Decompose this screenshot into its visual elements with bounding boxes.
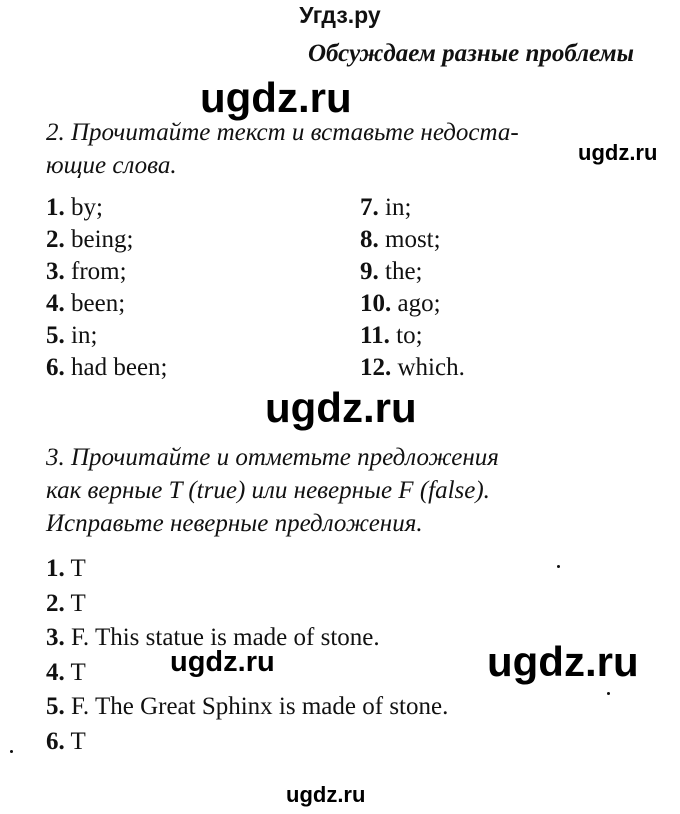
watermark-lower-right: ugdz.ru <box>487 638 639 685</box>
answer-text: by; <box>64 194 103 221</box>
answer-number: 3. <box>46 624 65 651</box>
watermark-middle: ugdz.ru <box>265 384 417 431</box>
answer-number: 11. <box>360 322 390 349</box>
answer-text: the; <box>378 258 423 285</box>
answer-number: 1. <box>46 194 65 221</box>
answer-text: to; <box>389 322 423 349</box>
answer-text: F. The Great Sphinx is made of stone. <box>64 693 449 720</box>
answer-number: 1. <box>46 555 65 582</box>
answer-text: T <box>64 555 86 582</box>
answer-item <box>46 320 167 352</box>
answer-text: T <box>64 727 86 755</box>
answer-item <box>46 690 448 725</box>
answer-number: 8. <box>360 226 379 253</box>
answer-text: T <box>64 658 86 686</box>
answer-item <box>46 725 448 760</box>
answer-number: 4. <box>46 658 65 686</box>
scan-speck <box>607 692 610 695</box>
answer-number: 7. <box>360 194 379 221</box>
answer-number: 4. <box>46 290 65 317</box>
task3-instruction-line1: 3. Прочитайте и отметьте предложения <box>46 444 499 471</box>
task2-instruction-line1: 2. Прочитайте текст и вставьте недоста- <box>46 119 519 146</box>
answer-item <box>46 288 167 320</box>
answer-item <box>360 320 465 352</box>
watermark-right-small: ugdz.ru <box>578 140 658 165</box>
watermark-lower-left: ugdz.ru <box>170 646 275 678</box>
answer-text: in; <box>64 322 98 349</box>
site-title: Угдз.ру <box>299 2 381 28</box>
answer-item <box>360 288 465 320</box>
answer-text: which. <box>391 354 465 381</box>
task3-instruction-line3: Исправьте неверные предложения. <box>46 510 423 537</box>
answer-number: 3. <box>46 258 65 285</box>
answer-text: being; <box>64 226 134 253</box>
scan-speck <box>10 750 13 753</box>
task2-answers-right <box>360 192 465 384</box>
answer-number: 6. <box>46 354 65 381</box>
task3-instruction <box>46 441 499 540</box>
watermark-bottom: ugdz.ru <box>286 782 366 807</box>
answer-item <box>360 224 465 256</box>
answer-item <box>360 256 465 288</box>
answer-item <box>46 552 448 587</box>
answer-item <box>46 224 167 256</box>
answer-item <box>46 256 167 288</box>
answer-number: 10. <box>360 290 392 317</box>
answer-number: 9. <box>360 258 379 285</box>
answer-number: 12. <box>360 354 392 381</box>
answer-item <box>360 192 465 224</box>
answer-text: from; <box>64 258 127 285</box>
task2-instruction-line2: ющие слова. <box>46 152 177 179</box>
answer-item <box>360 352 465 384</box>
answer-number: 2. <box>46 226 65 253</box>
answer-number: 6. <box>46 727 65 755</box>
answer-text: most; <box>378 226 441 253</box>
answer-text: ago; <box>391 290 441 317</box>
answer-item <box>46 587 448 622</box>
answer-number: 2. <box>46 589 65 617</box>
watermark-top: ugdz.ru <box>200 74 352 121</box>
answer-text: had been; <box>64 354 168 381</box>
answer-text: F. This statue is made of stone. <box>64 624 380 651</box>
answer-text: been; <box>64 290 126 317</box>
answer-number: 5. <box>46 322 65 349</box>
task3-instruction-line2: как верные T (true) или неверные F (false). <box>46 477 490 504</box>
answer-item <box>46 352 167 384</box>
section-title: Обсуждаем разные проблемы <box>307 40 634 67</box>
task2-answers-left <box>46 192 167 384</box>
scan-speck <box>557 565 560 568</box>
task2-instruction <box>46 116 519 182</box>
answer-number: 5. <box>46 693 65 720</box>
answer-text: T <box>64 589 86 617</box>
answer-item <box>46 192 167 224</box>
answer-text: in; <box>378 194 412 221</box>
